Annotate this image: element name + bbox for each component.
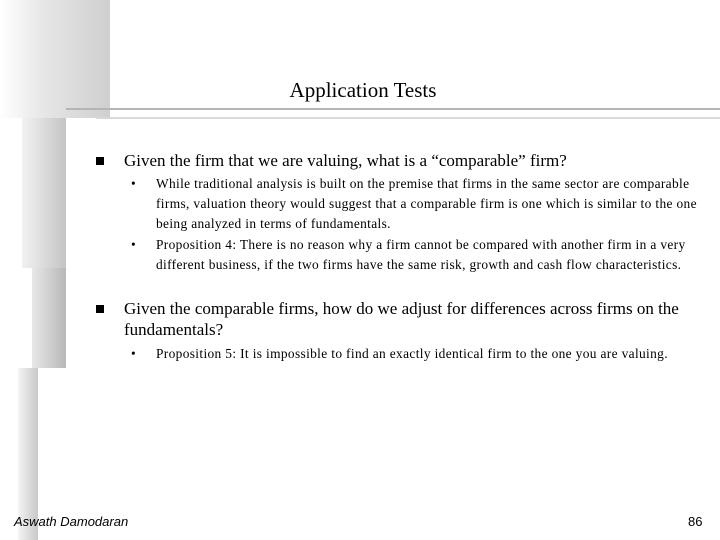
- bullet-item: [124, 298, 704, 340]
- square-bullet-icon: [96, 305, 104, 313]
- sub-bullet-item: [131, 235, 704, 275]
- sub-bullet-item: [131, 174, 704, 234]
- sub-bullet-text: While traditional analysis is built on the premise that firms in the same sector are comparable firms, valuation theory would suggest that a comparable firm is one which is similar to the one being analyzed in terms of fundamentals.: [156, 176, 697, 231]
- title-divider: [66, 108, 720, 110]
- bullet-item: [124, 150, 704, 171]
- slide-title: Application Tests: [289, 78, 437, 102]
- title-divider-shadow: [96, 117, 720, 119]
- dot-bullet-icon: •: [131, 237, 137, 252]
- dot-bullet-icon: •: [131, 346, 137, 361]
- bullet-text: Given the firm that we are valuing, what is a “comparable” firm?: [124, 151, 567, 170]
- sub-bullet-text: Proposition 5: It is impossible to find an exactly identical firm to the one you are valuing.: [156, 346, 668, 361]
- sub-bullet-item: [131, 344, 704, 364]
- page-number: 86: [688, 514, 703, 529]
- decor-gradient-bar: [22, 118, 66, 268]
- footer-author: Aswath Damodaran: [14, 514, 129, 529]
- decor-gradient-bar: [32, 268, 66, 368]
- square-bullet-icon: [96, 157, 104, 165]
- sub-bullet-text: Proposition 4: There is no reason why a firm cannot be compared with another firm in a very different business, if the two firms have the same risk, growth and cash flow characteristics.: [156, 237, 686, 272]
- bullet-text: Given the comparable firms, how do we adjust for differences across firms on the fundamentals?: [124, 299, 679, 339]
- dot-bullet-icon: •: [131, 176, 137, 191]
